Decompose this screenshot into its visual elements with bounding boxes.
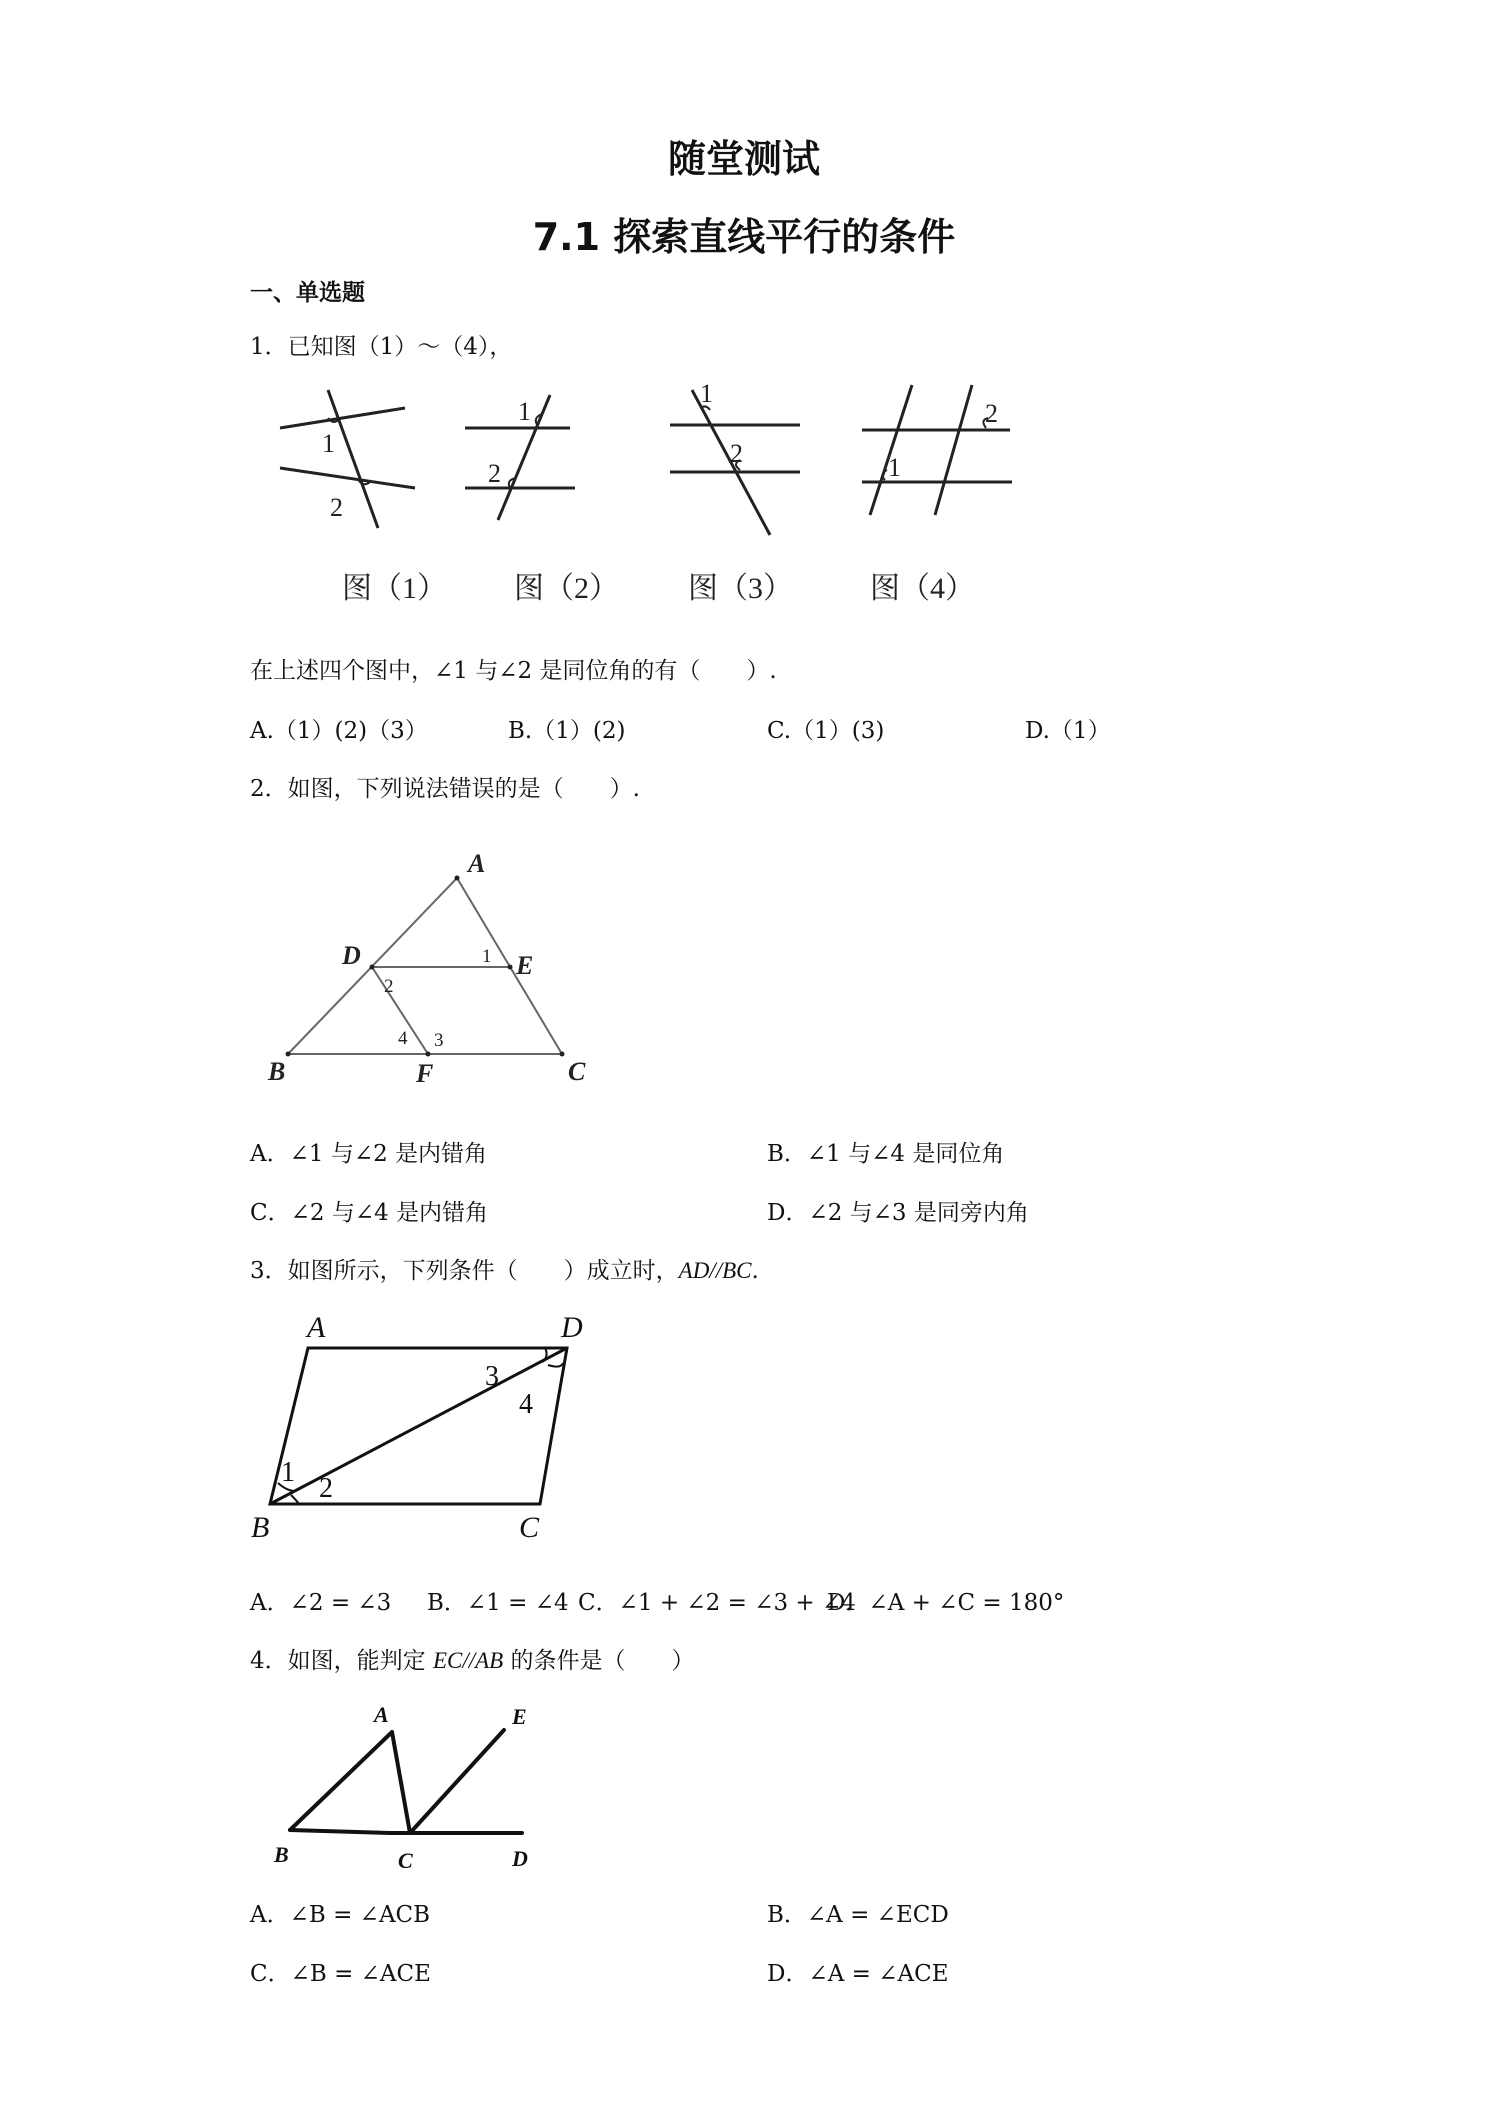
q2-point-e: E — [516, 951, 534, 980]
q3-option-d[interactable]: D．∠A + ∠C = 180° — [827, 1590, 1065, 1616]
q4-stem-suffix: 的条件是（ ） — [503, 1648, 695, 1674]
q4-stem-math: EC//AB — [432, 1648, 504, 1673]
q4-stem-prefix: 4．如图，能判定 — [250, 1648, 433, 1674]
q2-point-d: D — [342, 941, 361, 970]
q1-stem: 1．已知图（1）～（4）， — [250, 334, 513, 360]
fig4-angle2-label: 2 — [985, 399, 998, 428]
q2-figure — [250, 840, 610, 1100]
q3-stem-suffix: . — [751, 1258, 759, 1284]
q2-point-c: C — [568, 1057, 586, 1086]
q3-option-a[interactable]: A．∠2 = ∠3 — [250, 1590, 392, 1616]
q2-point-b: B — [268, 1057, 286, 1086]
q3-angle-2: 2 — [319, 1473, 333, 1504]
q4-point-a: A — [374, 1702, 389, 1727]
page-title: 随堂测试 — [667, 137, 820, 181]
page-subtitle: 7.1 探索直线平行的条件 — [532, 215, 956, 259]
q2-option-c[interactable]: C．∠2 与∠4 是内错角 — [250, 1200, 489, 1226]
q2-angle-2: 2 — [384, 976, 394, 997]
q4-option-b[interactable]: B．∠A = ∠ECD — [767, 1902, 949, 1928]
q4-figure — [250, 1690, 550, 1890]
q4-point-b: B — [274, 1842, 289, 1867]
q1-option-c[interactable]: C.（1）(3) — [767, 718, 885, 744]
q3-option-c[interactable]: C．∠1 + ∠2 = ∠3 + ∠4 — [578, 1590, 856, 1616]
q2-option-b[interactable]: B．∠1 与∠4 是同位角 — [767, 1141, 1005, 1167]
q1-option-d[interactable]: D.（1） — [1025, 718, 1111, 744]
fig3-angle1-label: 1 — [700, 379, 713, 408]
q1-option-a[interactable]: A.（1）(2)（3） — [250, 718, 428, 744]
fig1-angle1-label: 1 — [322, 429, 335, 458]
q3-point-b: B — [251, 1511, 270, 1544]
q2-option-a[interactable]: A．∠1 与∠2 是内错角 — [250, 1141, 488, 1167]
fig2-label: 图（2） — [514, 572, 619, 605]
fig2-angle1-label: 1 — [518, 397, 531, 426]
q1-option-b[interactable]: B.（1）(2) — [508, 718, 626, 744]
section-heading: 一、单选题 — [250, 280, 365, 306]
q4-point-c: C — [398, 1848, 413, 1873]
q2-angle-4: 4 — [398, 1028, 408, 1049]
q2-option-d[interactable]: D．∠2 与∠3 是同旁内角 — [767, 1200, 1029, 1226]
fig1-label: 图（1） — [342, 572, 447, 605]
q2-point-f: F — [416, 1059, 434, 1088]
q3-point-a: A — [307, 1311, 326, 1344]
q4-option-a[interactable]: A．∠B = ∠ACB — [250, 1902, 431, 1928]
q3-point-d: D — [561, 1311, 583, 1344]
fig4-label: 图（4） — [870, 572, 975, 605]
q1-question: 在上述四个图中，∠1 与∠2 是同位角的有（ ）. — [250, 658, 777, 684]
q4-option-c[interactable]: C．∠B = ∠ACE — [250, 1961, 431, 1987]
q2-point-a: A — [468, 849, 486, 878]
q4-option-d[interactable]: D．∠A = ∠ACE — [767, 1961, 949, 1987]
q3-figure — [245, 1305, 605, 1550]
fig3-angle2-label: 2 — [730, 439, 743, 468]
q3-option-b[interactable]: B．∠1 = ∠4 — [427, 1590, 569, 1616]
q3-angle-4: 4 — [519, 1389, 533, 1420]
q3-stem-prefix: 3．如图所示，下列条件（ ）成立时， — [250, 1258, 679, 1284]
fig3-label: 图（3） — [688, 572, 793, 605]
q4-point-e: E — [512, 1704, 527, 1729]
q1-figures — [270, 370, 1050, 630]
q3-angle-3: 3 — [485, 1361, 499, 1392]
q2-angle-3: 3 — [434, 1030, 444, 1051]
q3-point-c: C — [519, 1511, 540, 1544]
q3-stem — [250, 1252, 759, 1285]
fig1-angle2-label: 2 — [330, 493, 343, 522]
fig4-angle1-label: 1 — [888, 453, 901, 482]
q3-stem-math: AD//BC — [678, 1258, 752, 1283]
q2-stem: 2．如图，下列说法错误的是（ ）. — [250, 776, 640, 802]
q3-angle-1: 1 — [281, 1457, 295, 1488]
q4-point-d: D — [512, 1846, 528, 1871]
q2-angle-1: 1 — [482, 946, 492, 967]
fig2-angle2-label: 2 — [488, 459, 501, 488]
q4-stem — [250, 1642, 695, 1675]
